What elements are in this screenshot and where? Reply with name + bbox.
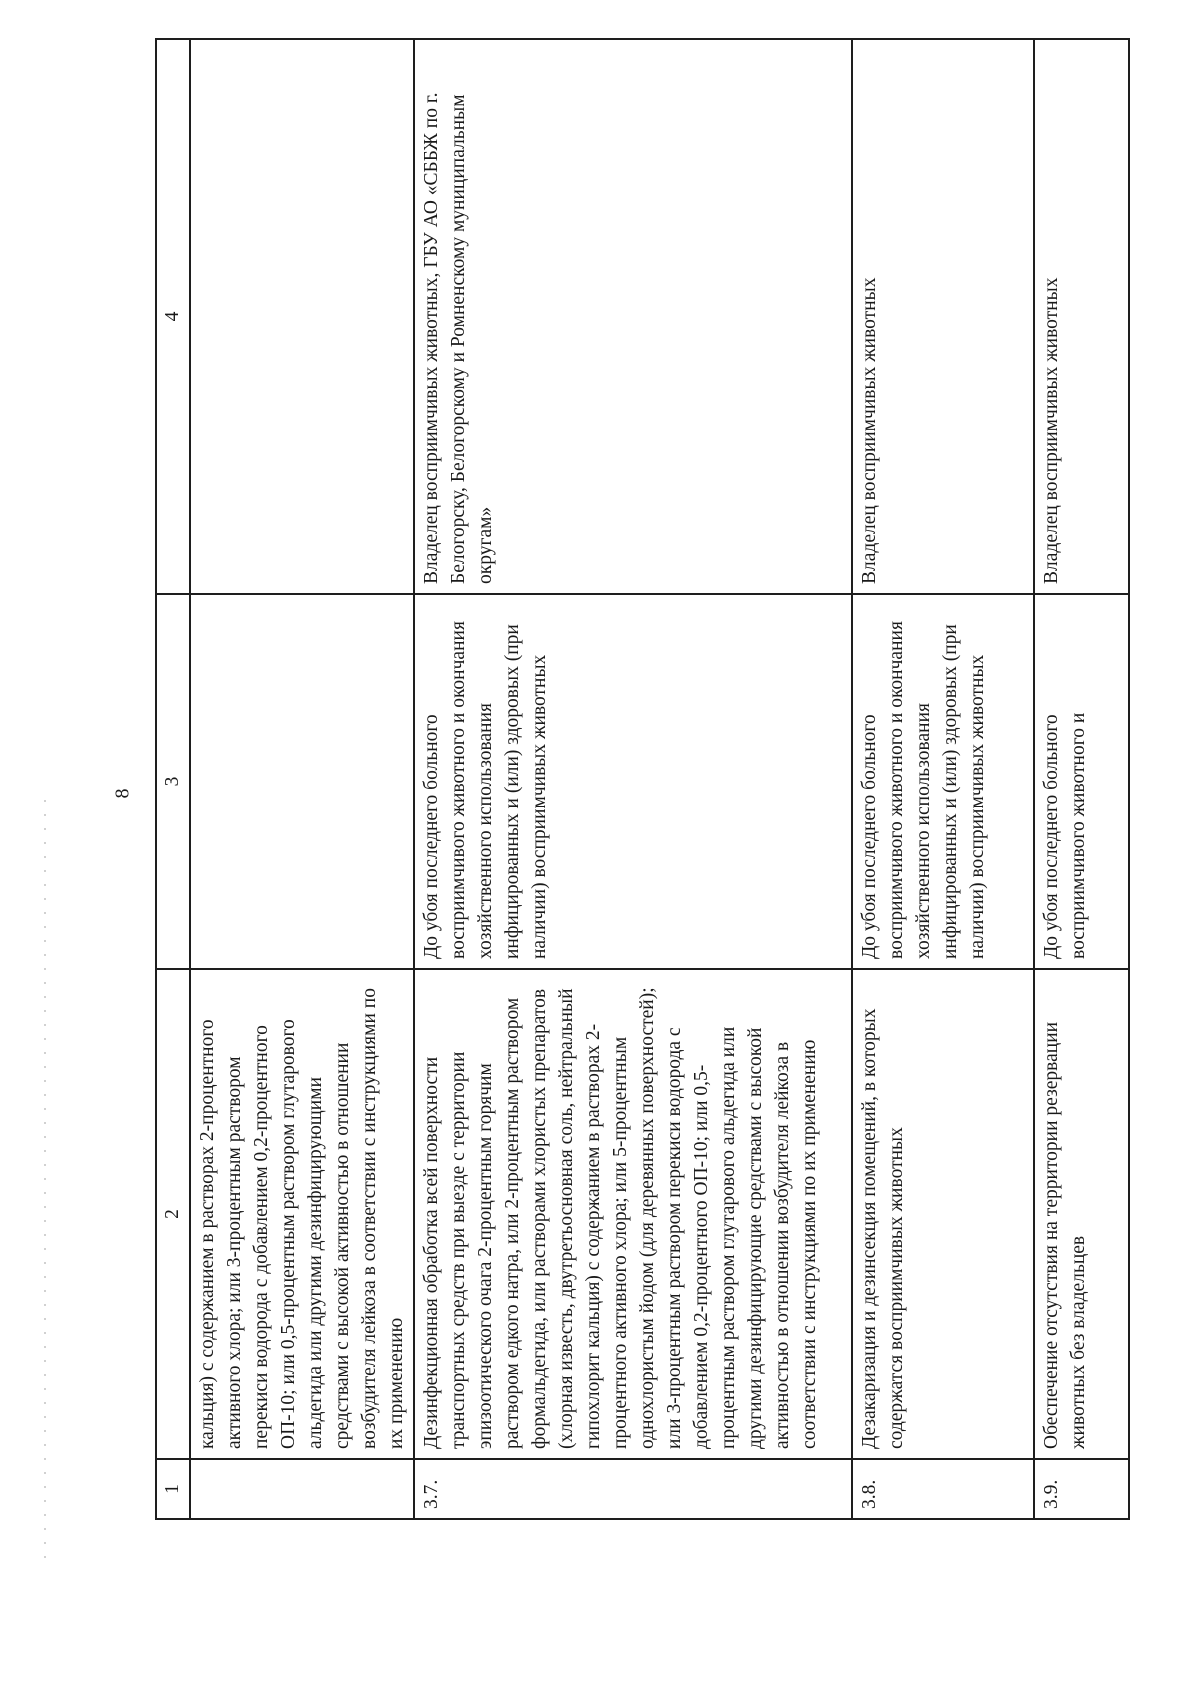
row-number: 3.7. bbox=[414, 1459, 852, 1519]
row-term: До убоя последнего больного восприимчивого животного и bbox=[1034, 594, 1129, 969]
measures-table bbox=[155, 38, 1130, 1520]
rotated-table-frame bbox=[155, 40, 1200, 1509]
scan-artifact bbox=[44, 800, 46, 1560]
row-responsible bbox=[190, 39, 414, 594]
row-measure: кальция) с содержанием в растворах 2-процентного активного хлора; или 3-процентным раствором перекиси водорода с добавлением 0,2-процентного ОП-10; или 0,5-процентным раствором глутарового альдегида или другими дезинфицирующими средствами с высокой активностью в отношении возбудителя лейкоза в соответствии с инструкциями по их применению bbox=[190, 969, 414, 1459]
row-number: 3.9. bbox=[1034, 1459, 1129, 1519]
row-measure: Дезинфекционная обработка всей поверхности транспортных средств при выезде с территории эпизоотического очага 2-процентным горячим раствором едкого натра, или 2-процентным раствором формальдегида, или растворами хлористых препаратов (хлорная известь, двутретьосновная соль, нейтральный гипохлорит кальция) с содержанием в растворах 2-процентного активного хлора; или 5-процентным однохлористым йодом (для деревянных поверхностей); или 3-процентным раствором перекиси водорода с добавлением 0,2-процентного ОП-10; или 0,5-процентным раствором глутарового альдегида или другими дезинфицирующие средствами с высокой активностью в отношении возбудителя лейкоза в соответствии с инструкциями по их применению bbox=[414, 969, 852, 1459]
header-col-3: 3 bbox=[156, 594, 190, 969]
row-term: До убоя последнего больного восприимчивого животного и окончания хозяйственного использования инфицированных и (или) здоровых (при наличии) восприимчивых животных bbox=[852, 594, 1034, 969]
header-col-2: 2 bbox=[156, 969, 190, 1459]
table-row bbox=[852, 39, 1034, 1519]
page-number: 8 bbox=[111, 788, 134, 799]
table-row bbox=[190, 39, 414, 1519]
row-measure: Обеспечение отсутствия на территории резервации животных без владельцев bbox=[1034, 969, 1129, 1459]
header-col-4: 4 bbox=[156, 39, 190, 594]
row-responsible: Владелец восприимчивых животных bbox=[1034, 39, 1129, 594]
table-header-row bbox=[156, 39, 190, 1519]
table-container bbox=[155, 40, 1130, 1520]
header-col-1: 1 bbox=[156, 1459, 190, 1519]
row-responsible: Владелец восприимчивых животных, ГБУ АО «СББЖ по г. Белогорску, Белогорскому и Ромненскому муниципальным округам» bbox=[414, 39, 852, 594]
row-term bbox=[190, 594, 414, 969]
table-row bbox=[1034, 39, 1129, 1519]
row-measure: Дезакаризация и дезинсекция помещений, в которых содержатся восприимчивых животных bbox=[852, 969, 1034, 1459]
row-term: До убоя последнего больного восприимчивого животного и окончания хозяйственного использования инфицированных и (или) здоровых (при наличии) восприимчивых животных bbox=[414, 594, 852, 969]
table-row bbox=[414, 39, 852, 1519]
row-number bbox=[190, 1459, 414, 1519]
row-responsible: Владелец восприимчивых животных bbox=[852, 39, 1034, 594]
row-number: 3.8. bbox=[852, 1459, 1034, 1519]
